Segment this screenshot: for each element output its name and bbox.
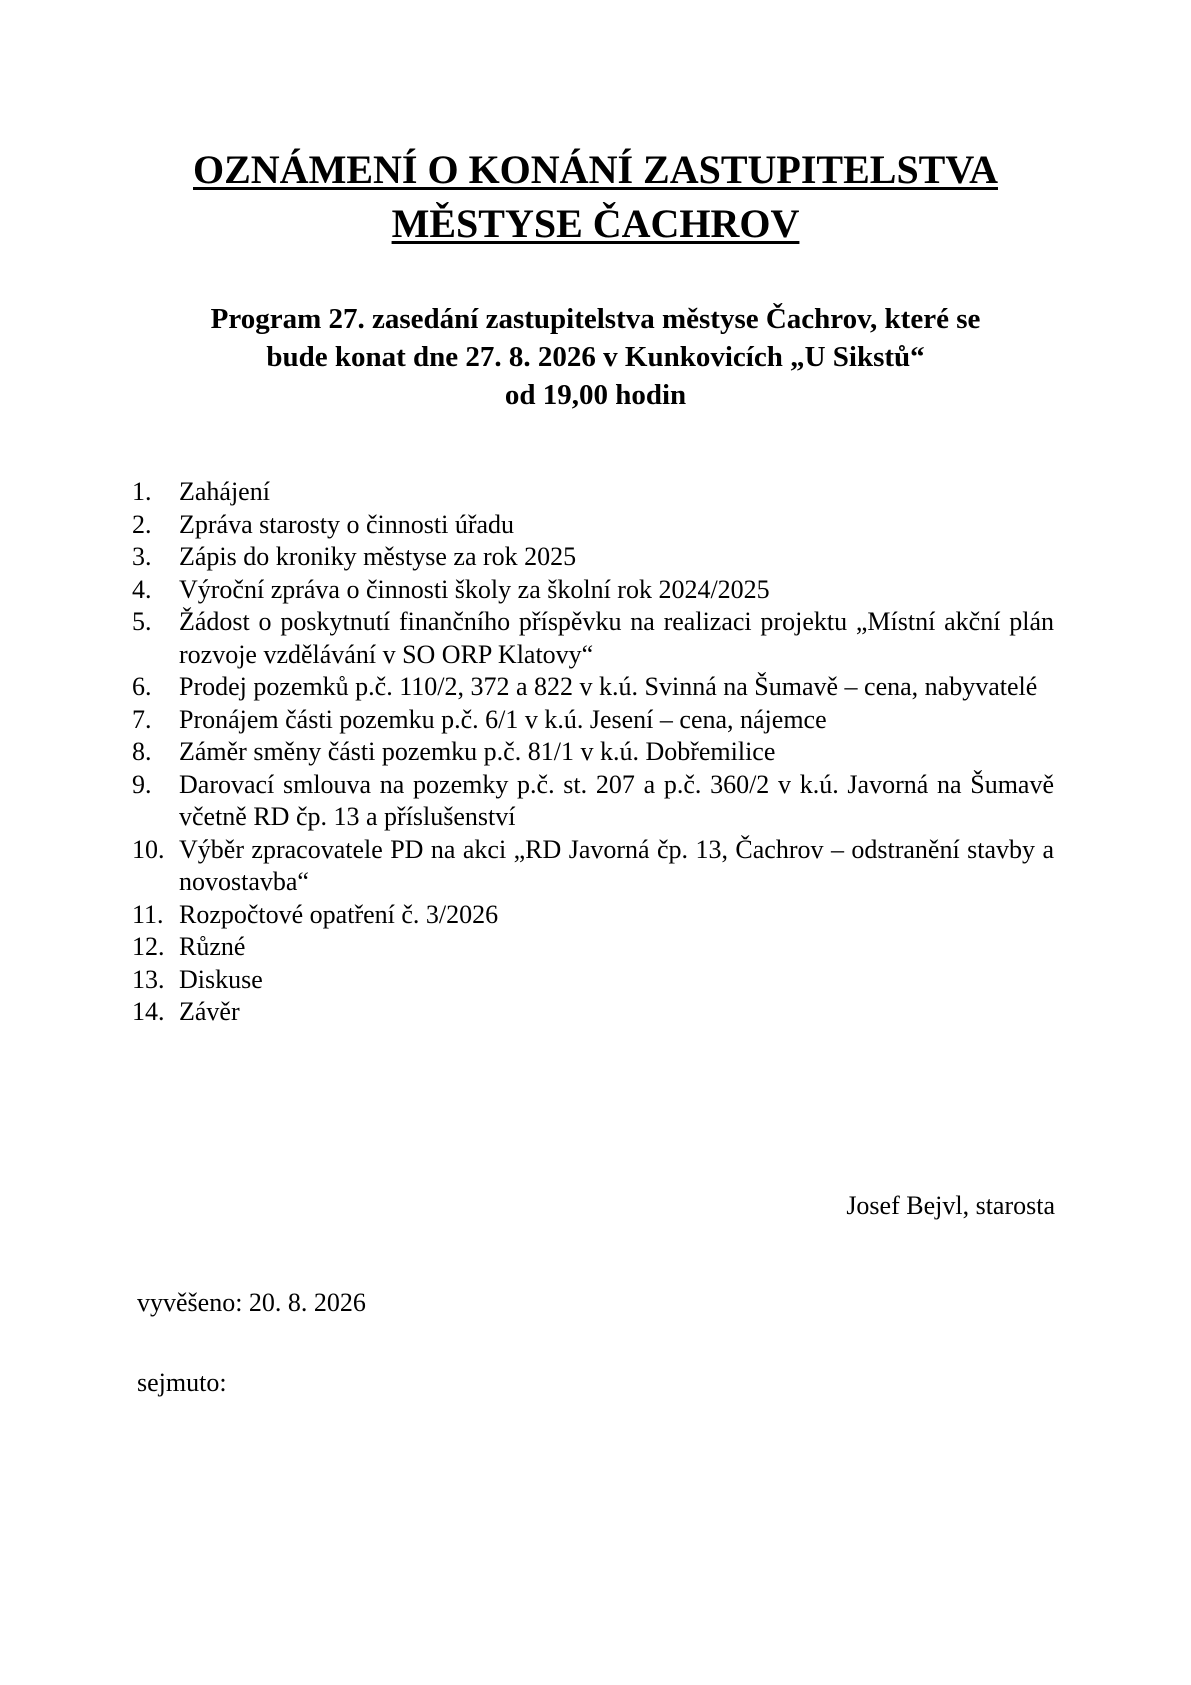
agenda-item-number: 3. (132, 542, 152, 571)
agenda-item-text: Výběr zpracovatele PD na akci „RD Javorná čp. 13, Čachrov – odstranění stavby a novostavba“ (179, 834, 1054, 896)
agenda-item (132, 931, 1054, 964)
agenda-item-number: 14. (132, 997, 165, 1026)
agenda-item (132, 996, 1054, 1029)
agenda-item-number: 7. (132, 704, 152, 734)
removed-date: sejmuto: (137, 1368, 227, 1397)
posted-date: vyvěšeno: 20. 8. 2026 (137, 1288, 366, 1317)
agenda-item (132, 899, 1054, 932)
agenda-item-number: 5. (132, 607, 152, 636)
agenda-item-number: 13. (132, 964, 165, 994)
agenda-item (132, 476, 1054, 509)
agenda-item-text: Výroční zpráva o činnosti školy za školní rok 2024/2025 (179, 574, 770, 604)
agenda-item-number: 4. (132, 574, 152, 604)
agenda-item-text: Zápis do kroniky městyse za rok 2025 (179, 542, 577, 571)
agenda-item-text: Záměr směny části pozemku p.č. 81/1 v k.ú. Dobřemilice (179, 737, 776, 766)
page-title (0, 143, 1191, 251)
agenda-item (132, 509, 1054, 542)
agenda-item (132, 769, 1054, 834)
agenda-item-number: 10. (132, 834, 165, 864)
title-line-1: OZNÁMENÍ O KONÁNÍ ZASTUPITELSTVA (193, 147, 998, 192)
agenda-item-text: Žádost o poskytnutí finančního příspěvku na realizaci projektu „Místní akční plán rozvoje vzdělávání v SO ORP Klatovy“ (179, 607, 1054, 669)
program-line-2: bude konat dne 27. 8. 2026 v Kunkovicích „U Sikstů“ (266, 341, 925, 373)
agenda-item (132, 834, 1054, 899)
agenda-item-text: Rozpočtové opatření č. 3/2026 (179, 899, 499, 929)
program-heading (140, 300, 1051, 414)
agenda-item (132, 606, 1054, 671)
signature: Josef Bejvl, starosta (846, 1191, 1055, 1220)
agenda-item-text: Různé (179, 932, 246, 961)
agenda-item-text: Darovací smlouva na pozemky p.č. st. 207 a p.č. 360/2 v k.ú. Javorná na Šumavě včetně RD čp. 13 a příslušenství (179, 769, 1054, 831)
agenda-item-number: 2. (132, 509, 152, 539)
agenda-item-text: Prodej pozemků p.č. 110/2, 372 a 822 v k.ú. Svinná na Šumavě – cena, nabyvatelé (179, 672, 1038, 701)
agenda-item-number: 8. (132, 737, 152, 766)
agenda-list (132, 476, 1054, 1029)
agenda-item (132, 964, 1054, 997)
agenda-item (132, 704, 1054, 737)
agenda-item-number: 12. (132, 932, 165, 961)
agenda-item (132, 671, 1054, 704)
agenda-item-number: 6. (132, 672, 152, 701)
agenda-item (132, 574, 1054, 607)
agenda-item-text: Diskuse (179, 964, 263, 994)
title-line-2: MĚSTYSE ČACHROV (391, 201, 800, 246)
agenda-item (132, 541, 1054, 574)
agenda-item-text: Pronájem části pozemku p.č. 6/1 v k.ú. Jesení – cena, nájemce (179, 704, 827, 734)
agenda-item-text: Zpráva starosty o činnosti úřadu (179, 509, 515, 539)
program-line-3: od 19,00 hodin (504, 379, 687, 411)
agenda-item-number: 1. (132, 477, 152, 506)
agenda-item-number: 11. (132, 899, 164, 929)
agenda-item-text: Zahájení (179, 477, 270, 506)
agenda-item-text: Závěr (179, 997, 240, 1026)
program-line-1: Program 27. zasedání zastupitelstva městyse Čachrov, které se (210, 303, 981, 335)
agenda-item (132, 736, 1054, 769)
agenda-item-number: 9. (132, 769, 152, 799)
